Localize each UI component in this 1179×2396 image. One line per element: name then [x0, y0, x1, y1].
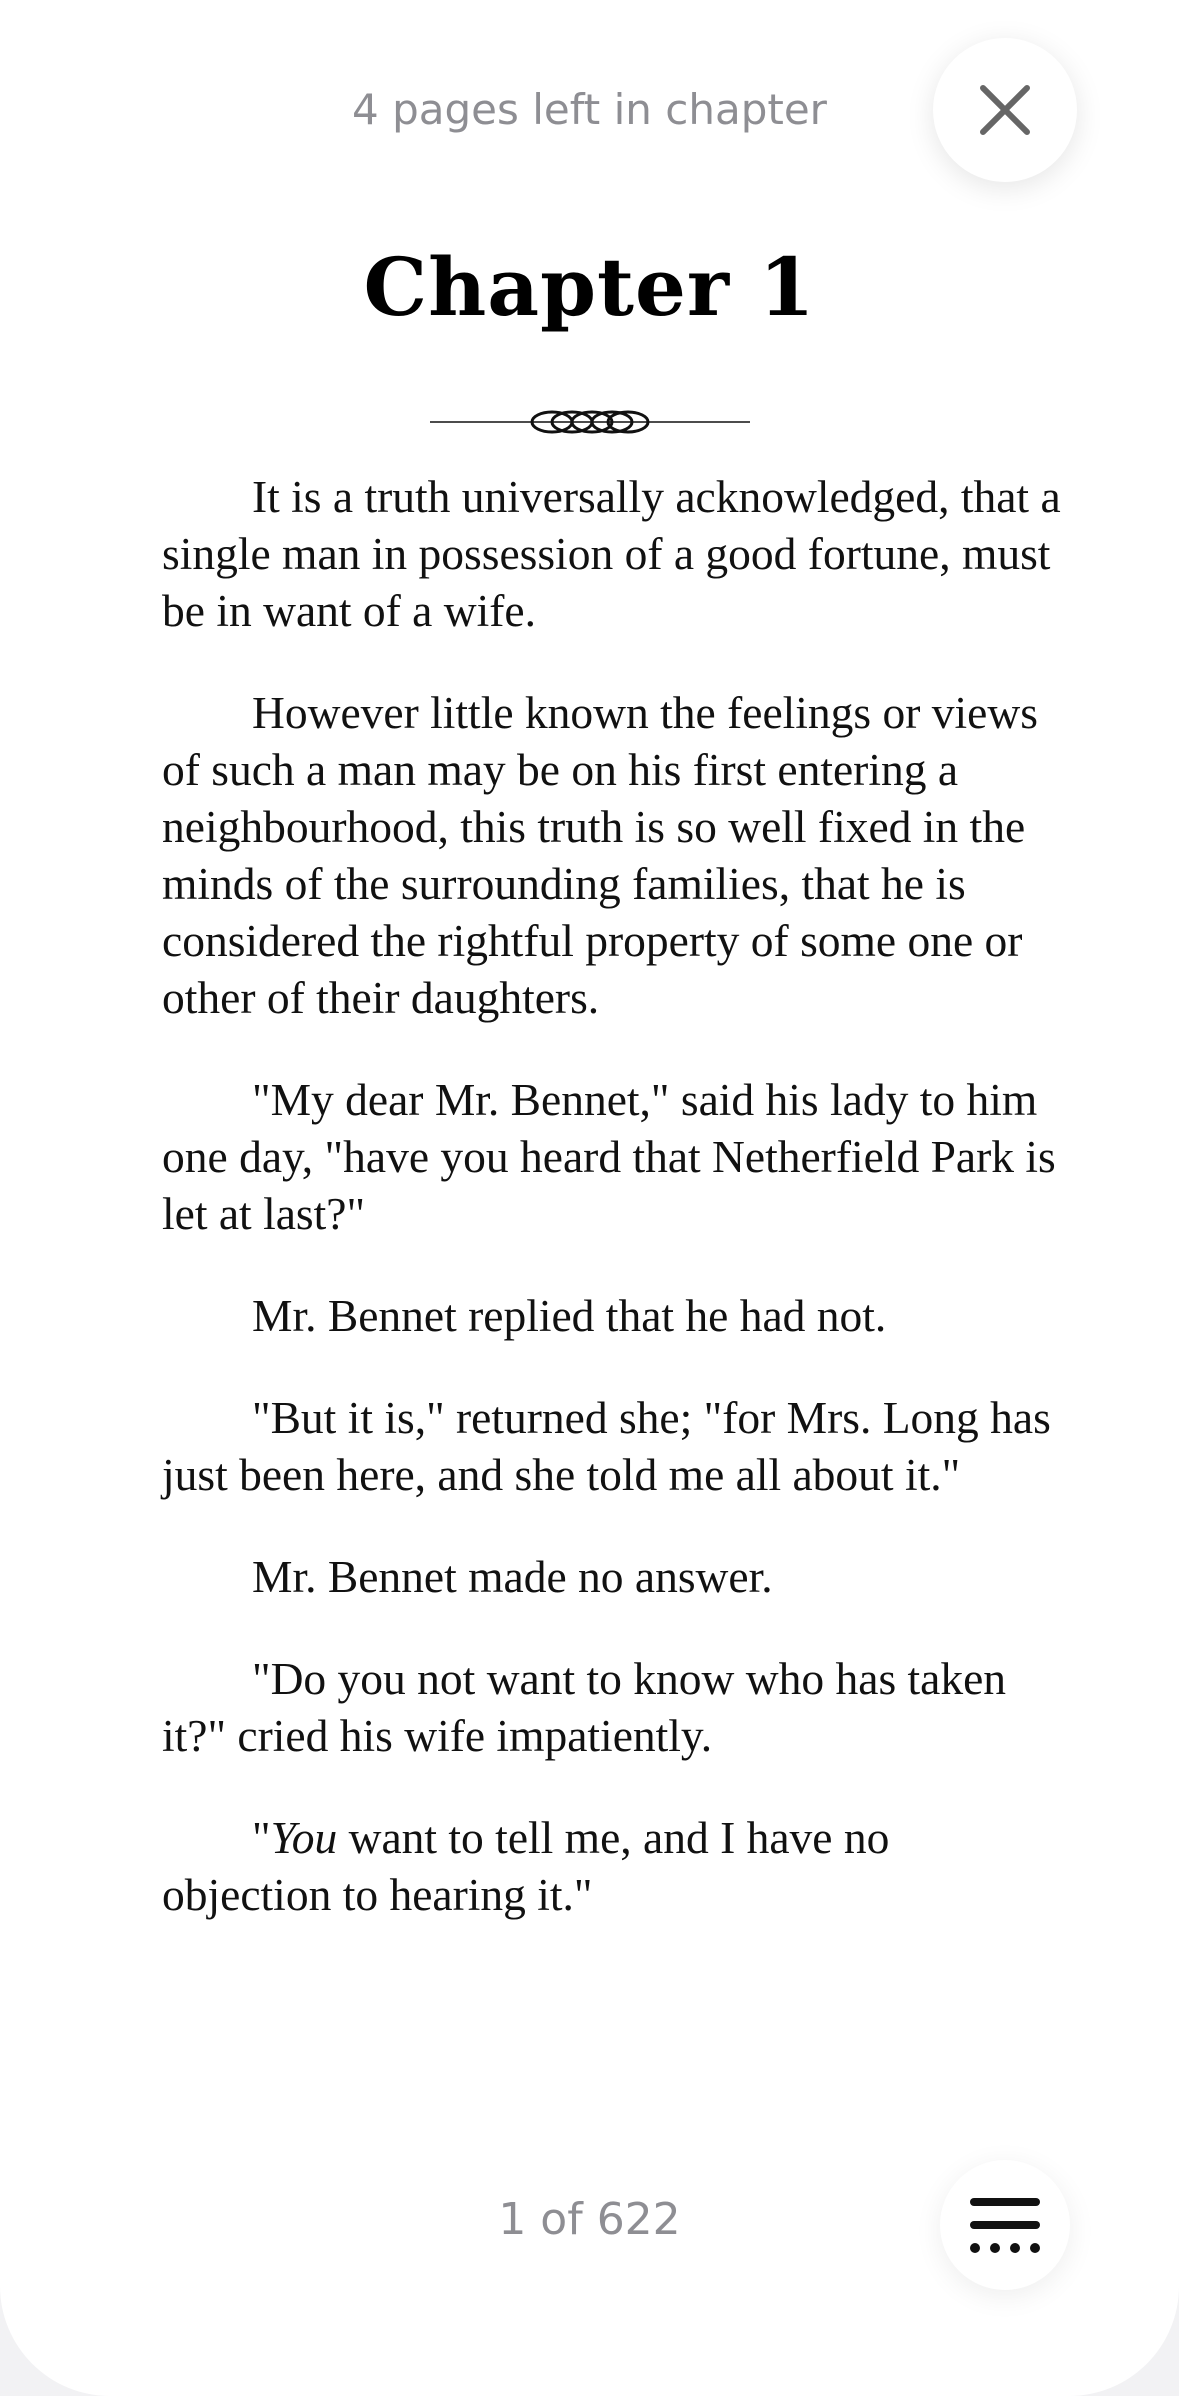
pages-left-label: 4 pages left in chapter [352, 85, 827, 134]
paragraph: It is a truth universally acknowledged, that a single man in possession of a good fortune, must be in want of a wife. [162, 471, 1061, 636]
reader-menu-button[interactable] [940, 2160, 1070, 2290]
paragraph [162, 1809, 1062, 1923]
paragraph: Mr. Bennet made no answer. [252, 1551, 773, 1602]
flourish-divider-icon [430, 402, 750, 442]
paragraph: "My dear Mr. Bennet," said his lady to him one day, "have you heard that Netherfield Park is let at last?" [162, 1074, 1056, 1239]
paragraph: "Do you not want to know who has taken it?" cried his wife impatiently. [162, 1653, 1007, 1761]
chapter-body [162, 468, 1062, 1968]
close-button[interactable] [933, 38, 1077, 182]
emphasized-word: You [270, 1812, 338, 1863]
paragraph: Mr. Bennet replied that he had not. [252, 1290, 887, 1341]
page-counter: 1 of 622 [498, 2194, 681, 2245]
paragraph: However little known the feelings or views of such a man may be on his first entering a neighbourhood, this truth is so well fixed in the minds of the surrounding families, that he is considered the rightful property of some one or other of their daughters. [162, 687, 1038, 1023]
paragraph-text: want to tell me, and I have no objection to hearing it." [162, 1812, 890, 1920]
paragraph-open-quote: " [252, 1812, 271, 1863]
reader-menu-icon [968, 2196, 1042, 2254]
paragraph: "But it is," returned she; "for Mrs. Long has just been here, and she told me all about it." [162, 1392, 1051, 1500]
chapter-title: Chapter 1 [363, 240, 816, 334]
close-icon [979, 84, 1031, 136]
